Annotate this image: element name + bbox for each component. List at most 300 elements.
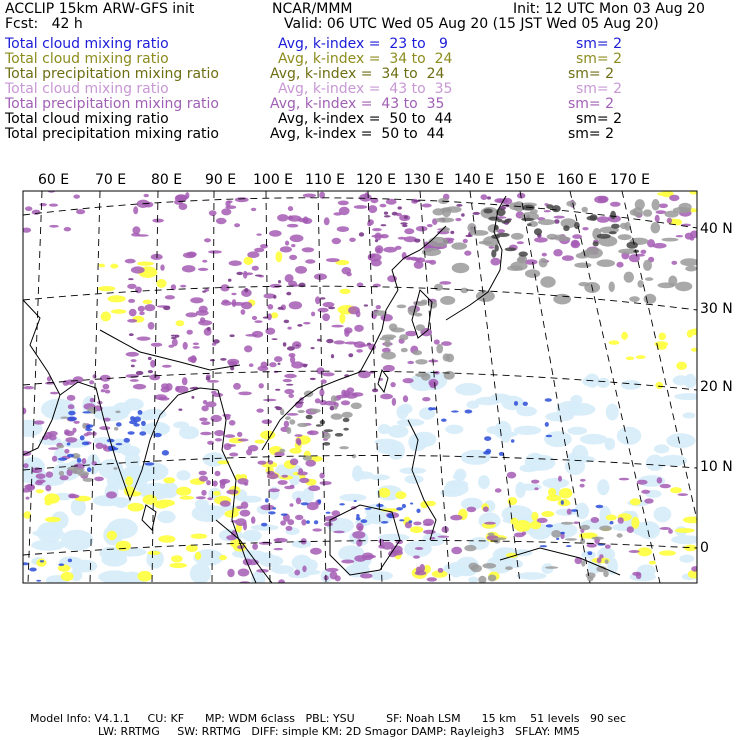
cloud-blob — [224, 443, 232, 450]
cloud-blob — [202, 291, 206, 293]
cloud-blob — [131, 365, 135, 368]
cloud-blob — [527, 223, 532, 226]
cloud-blob — [268, 511, 276, 514]
lat-label: 20 N — [700, 379, 733, 395]
cloud-blob — [667, 218, 672, 224]
cloud-blob — [180, 285, 186, 288]
cloud-blob — [322, 313, 330, 321]
cloud-blob — [254, 248, 264, 253]
cloud-blob — [186, 312, 198, 317]
cloud-blob — [483, 209, 492, 214]
cloud-blob — [68, 494, 76, 499]
cloud-blob — [195, 552, 201, 560]
cloud-blob — [326, 512, 331, 514]
cloud-blob — [229, 420, 236, 426]
cloud-blob — [361, 519, 368, 523]
cloud-blob — [64, 227, 71, 231]
cloud-blob — [295, 515, 303, 520]
cloud-blob — [487, 533, 494, 536]
cloud-blob — [676, 235, 683, 237]
lon-label: 80 E — [151, 172, 183, 188]
cloud-blob — [507, 472, 516, 479]
cloud-blob — [436, 344, 443, 354]
cloud-blob — [354, 500, 357, 502]
cloud-blob — [581, 251, 595, 255]
lon-label: 100 E — [253, 172, 294, 188]
cloud-blob — [437, 536, 449, 538]
cloud-blob — [401, 348, 408, 352]
cloud-blob — [261, 523, 267, 527]
cloud-blob — [220, 482, 225, 488]
cloud-blob — [541, 511, 554, 517]
cloud-blob — [286, 292, 291, 296]
cloud-blob — [610, 211, 616, 219]
cloud-blob — [645, 277, 653, 281]
cloud-blob — [67, 395, 76, 401]
cloud-blob — [428, 237, 448, 247]
cloud-blob — [376, 305, 381, 309]
cloud-blob — [343, 418, 350, 422]
cloud-blob — [467, 507, 476, 513]
cloud-blob — [102, 444, 107, 449]
cloud-blob — [388, 425, 409, 438]
lon-label: 110 E — [305, 172, 346, 188]
cloud-blob — [561, 500, 564, 505]
cloud-blob — [627, 526, 634, 533]
cloud-blob — [464, 545, 476, 551]
field-name: Total precipitation mixing ratio — [5, 66, 219, 82]
cloud-blob — [125, 476, 133, 486]
cloud-blob — [272, 338, 278, 340]
cloud-blob — [415, 359, 427, 364]
cloud-blob — [427, 224, 433, 227]
cloud-blob — [545, 422, 549, 427]
cloud-blob — [425, 260, 433, 263]
cloud-blob — [323, 442, 330, 446]
cloud-blob — [685, 233, 693, 240]
cloud-blob — [283, 342, 287, 346]
field-avg: Avg, k-index = 50 to 44 — [278, 111, 453, 127]
cloud-blob — [301, 519, 306, 525]
cloud-blob — [339, 503, 345, 505]
cloud-blob — [335, 575, 341, 581]
cloud-blob — [627, 242, 638, 249]
cloud-blob — [412, 432, 436, 447]
cloud-blob — [403, 378, 414, 383]
cloud-blob — [129, 309, 137, 317]
cloud-blob — [63, 380, 69, 386]
cloud-blob — [396, 405, 408, 419]
cloud-blob — [344, 329, 349, 337]
lon-label: 70 E — [95, 172, 127, 188]
map-title: ACCLIP 15km ARW-GFS init — [5, 1, 195, 17]
cloud-blob — [582, 227, 588, 230]
cloud-blob — [241, 502, 249, 509]
cloud-blob — [659, 333, 666, 341]
cloud-blob — [23, 463, 28, 468]
field-sm: sm= 2 — [568, 66, 615, 82]
field-sm: sm= 2 — [576, 111, 623, 127]
cloud-blob — [378, 488, 390, 498]
cloud-blob — [546, 524, 553, 527]
lon-label: 60 E — [38, 172, 70, 188]
cloud-blob — [565, 538, 577, 541]
cloud-blob — [450, 515, 462, 521]
cloud-blob — [127, 284, 136, 289]
cloud-blob — [256, 233, 261, 235]
cloud-blob — [145, 304, 156, 311]
cloud-blob — [246, 449, 252, 455]
cloud-blob — [267, 460, 273, 464]
cloud-blob — [36, 479, 46, 483]
cloud-blob — [101, 389, 106, 392]
cloud-blob — [521, 218, 534, 221]
cloud-blob — [302, 566, 306, 573]
cloud-blob — [200, 317, 205, 323]
cloud-blob — [324, 217, 330, 225]
cloud-blob — [322, 372, 335, 376]
cloud-blob — [131, 359, 137, 362]
cloud-blob — [190, 563, 211, 584]
cloud-blob — [169, 563, 187, 568]
cloud-blob — [148, 551, 161, 555]
cloud-blob — [183, 342, 188, 350]
cloud-blob — [143, 300, 153, 305]
valid-time: Valid: 06 UTC Wed 05 Aug 20 (15 JST Wed 05 Aug 20) — [284, 16, 659, 32]
cloud-blob — [320, 400, 327, 405]
cloud-blob — [429, 301, 437, 309]
cloud-blob — [65, 437, 77, 443]
cloud-blob — [259, 555, 284, 567]
cloud-blob — [82, 411, 91, 413]
field-avg: Avg, k-index = 50 to 44 — [270, 126, 445, 142]
cloud-blob — [98, 286, 115, 291]
cloud-blob — [593, 241, 599, 246]
cloud-blob — [687, 330, 693, 338]
cloud-blob — [574, 521, 580, 524]
cloud-blob — [451, 242, 467, 249]
cloud-blob — [609, 340, 620, 344]
cloud-blob — [287, 327, 291, 330]
cloud-blob — [268, 488, 280, 492]
cloud-blob — [259, 383, 264, 388]
cloud-blob — [228, 279, 232, 282]
cloud-blob — [128, 278, 133, 280]
cloud-blob — [290, 235, 304, 243]
cloud-blob — [46, 471, 53, 477]
cloud-blob — [256, 409, 263, 413]
cloud-blob — [597, 259, 615, 267]
cloud-blob — [289, 353, 296, 357]
cloud-blob — [134, 416, 141, 422]
cloud-blob — [103, 384, 110, 390]
cloud-blob — [384, 212, 388, 215]
cloud-blob — [611, 224, 620, 229]
cloud-blob — [384, 340, 391, 348]
cloud-blob — [522, 532, 527, 536]
cloud-blob — [580, 434, 608, 445]
cloud-blob — [629, 550, 640, 553]
cloud-blob — [371, 235, 384, 238]
cloud-blob — [130, 379, 139, 382]
cloud-blob — [278, 280, 281, 283]
cloud-blob — [272, 507, 276, 509]
cloud-blob — [168, 345, 174, 348]
cloud-blob — [587, 576, 593, 581]
cloud-blob — [467, 401, 480, 409]
cloud-blob — [186, 252, 196, 258]
cloud-blob — [193, 346, 200, 349]
cloud-blob — [210, 359, 215, 361]
cloud-blob — [456, 204, 462, 207]
cloud-blob — [471, 565, 482, 573]
cloud-blob — [641, 250, 647, 254]
cloud-blob — [255, 275, 262, 277]
cloud-blob — [691, 566, 699, 572]
cloud-blob — [495, 431, 518, 437]
cloud-blob — [341, 560, 354, 564]
cloud-blob — [283, 379, 292, 382]
cloud-blob — [488, 575, 497, 582]
cloud-blob — [369, 571, 393, 580]
cloud-blob — [400, 222, 407, 224]
cloud-blob — [339, 446, 349, 449]
cloud-blob — [440, 296, 455, 305]
cloud-blob — [465, 235, 472, 237]
cloud-blob — [29, 568, 37, 572]
cloud-blob — [111, 309, 126, 314]
cloud-blob — [553, 249, 562, 256]
cloud-blob — [291, 361, 303, 368]
cloud-blob — [428, 407, 433, 410]
cloud-blob — [303, 364, 307, 367]
lon-label: 150 E — [505, 172, 546, 188]
cloud-blob — [212, 393, 223, 397]
cloud-blob — [665, 211, 679, 218]
cloud-blob — [165, 295, 175, 299]
cloud-blob — [225, 434, 236, 438]
cloud-blob — [61, 530, 94, 551]
model-info-line: Model Info: V4.1.1 CU: KF MP: WDM 6class PBL: YSU SF: Noah LSM 15 km 51 levels 90 sec — [30, 712, 627, 725]
cloud-blob — [392, 398, 396, 406]
cloud-blob — [597, 234, 611, 239]
cloud-blob — [378, 544, 384, 548]
cloud-blob — [409, 520, 413, 523]
cloud-blob — [566, 545, 572, 547]
cloud-blob — [580, 479, 586, 482]
cloud-blob — [544, 210, 551, 212]
cloud-blob — [161, 482, 179, 498]
cloud-blob — [199, 418, 207, 422]
cloud-blob — [68, 559, 72, 563]
lon-label: 170 E — [610, 172, 651, 188]
forecast-hour: Fcst: 42 h — [5, 16, 83, 32]
cloud-blob — [434, 339, 440, 344]
lat-label: 10 N — [700, 459, 733, 475]
cloud-blob — [196, 310, 209, 316]
cloud-blob — [303, 216, 309, 223]
cloud-blob — [637, 480, 648, 485]
cloud-blob — [485, 449, 491, 453]
cloud-blob — [128, 431, 135, 434]
cloud-blob — [279, 449, 285, 453]
cloud-blob — [392, 212, 398, 216]
cloud-blob — [110, 447, 118, 450]
cloud-blob — [224, 510, 238, 518]
cloud-blob — [507, 497, 517, 505]
cloud-blob — [578, 282, 589, 286]
cloud-blob — [78, 471, 89, 477]
cloud-blob — [372, 228, 382, 231]
cloud-blob — [404, 216, 408, 219]
cloud-blob — [446, 354, 455, 363]
cloud-blob — [461, 213, 465, 217]
cloud-blob — [402, 224, 408, 227]
cloud-blob — [281, 513, 288, 515]
cloud-blob — [21, 408, 26, 415]
cloud-blob — [470, 230, 489, 236]
cloud-blob — [73, 421, 79, 424]
cloud-blob — [143, 495, 158, 505]
cloud-blob — [40, 203, 47, 206]
cloud-blob — [375, 245, 384, 253]
cloud-blob — [49, 435, 57, 441]
cloud-blob — [144, 462, 154, 465]
cloud-blob — [288, 215, 293, 219]
field-name: Total cloud mixing ratio — [5, 111, 169, 127]
cloud-blob — [596, 505, 604, 508]
cloud-blob — [156, 279, 166, 288]
cloud-blob — [110, 264, 118, 269]
cloud-blob — [441, 419, 447, 422]
cloud-blob — [399, 519, 404, 521]
cloud-blob — [128, 299, 135, 303]
cloud-blob — [410, 526, 423, 533]
cloud-blob — [346, 272, 351, 276]
cloud-blob — [599, 526, 612, 532]
cloud-blob — [427, 577, 437, 581]
cloud-blob — [496, 233, 509, 237]
cloud-blob — [316, 424, 322, 426]
cloud-blob — [490, 258, 500, 266]
cloud-blob — [61, 572, 74, 581]
cloud-blob — [551, 530, 561, 538]
field-name: Total precipitation mixing ratio — [5, 126, 219, 142]
cloud-blob — [212, 481, 218, 487]
cloud-blob — [137, 571, 152, 582]
cloud-blob — [666, 433, 695, 448]
cloud-blob — [391, 545, 403, 553]
cloud-blob — [416, 509, 420, 513]
cloud-blob — [567, 456, 596, 463]
cloud-blob — [76, 209, 85, 214]
cloud-blob — [188, 356, 197, 362]
cloud-blob — [288, 394, 294, 398]
cloud-blob — [525, 269, 540, 278]
cloud-blob — [659, 204, 668, 209]
cloud-blob — [423, 524, 432, 526]
cloud-blob — [308, 485, 320, 491]
lat-label: 0 — [700, 540, 709, 556]
cloud-blob — [144, 194, 149, 197]
cloud-blob — [609, 231, 617, 234]
cloud-blob — [160, 264, 164, 270]
cloud-blob — [413, 555, 420, 558]
cloud-blob — [107, 531, 117, 541]
cloud-blob — [141, 421, 146, 426]
cloud-blob — [226, 490, 238, 495]
cloud-blob — [380, 394, 393, 400]
cloud-blob — [148, 357, 152, 360]
cloud-blob — [542, 253, 547, 257]
cloud-blob — [643, 260, 652, 271]
cloud-blob — [678, 493, 689, 496]
cloud-blob — [537, 518, 548, 523]
field-sm: sm= 2 — [576, 81, 623, 97]
cloud-blob — [685, 266, 697, 272]
cloud-blob — [261, 505, 275, 511]
lat-label: 30 N — [700, 301, 733, 317]
cloud-blob — [297, 324, 302, 327]
cloud-blob — [265, 498, 269, 502]
cloud-blob — [548, 488, 556, 497]
cloud-blob — [367, 343, 371, 346]
cloud-blob — [328, 307, 335, 310]
field-name: Total cloud mixing ratio — [5, 81, 169, 97]
cloud-blob — [684, 374, 696, 388]
cloud-blob — [262, 420, 273, 425]
cloud-blob — [36, 580, 41, 582]
cloud-blob — [452, 263, 470, 273]
cloud-blob — [297, 423, 308, 427]
cloud-blob — [307, 502, 319, 510]
cloud-blob — [342, 412, 353, 418]
cloud-blob — [106, 491, 117, 498]
cloud-blob — [603, 570, 609, 577]
cloud-blob — [473, 212, 480, 215]
cloud-blob — [587, 216, 597, 221]
cloud-blob — [505, 247, 517, 251]
cloud-blob — [455, 218, 461, 221]
cloud-blob — [120, 446, 140, 457]
cloud-blob — [105, 390, 111, 394]
cloud-blob — [289, 255, 297, 260]
cloud-blob — [148, 370, 153, 373]
cloud-blob — [323, 432, 331, 439]
cloud-blob — [617, 427, 642, 445]
cloud-blob — [545, 412, 573, 422]
cloud-blob — [652, 199, 660, 211]
cloud-blob — [285, 416, 291, 420]
cloud-blob — [574, 263, 591, 268]
cloud-blob — [630, 498, 641, 505]
cloud-blob — [310, 378, 316, 380]
cloud-blob — [605, 545, 611, 549]
cloud-blob — [265, 328, 275, 335]
cloud-blob — [186, 545, 198, 552]
cloud-blob — [227, 569, 234, 577]
cloud-blob — [434, 284, 443, 291]
cloud-blob — [649, 561, 656, 565]
cloud-blob — [484, 436, 491, 441]
cloud-blob — [176, 487, 191, 496]
cloud-blob — [440, 208, 451, 213]
cloud-blob — [234, 223, 240, 227]
cloud-blob — [381, 224, 387, 226]
cloud-blob — [464, 251, 471, 256]
cloud-blob — [581, 560, 585, 566]
cloud-blob — [124, 438, 130, 443]
